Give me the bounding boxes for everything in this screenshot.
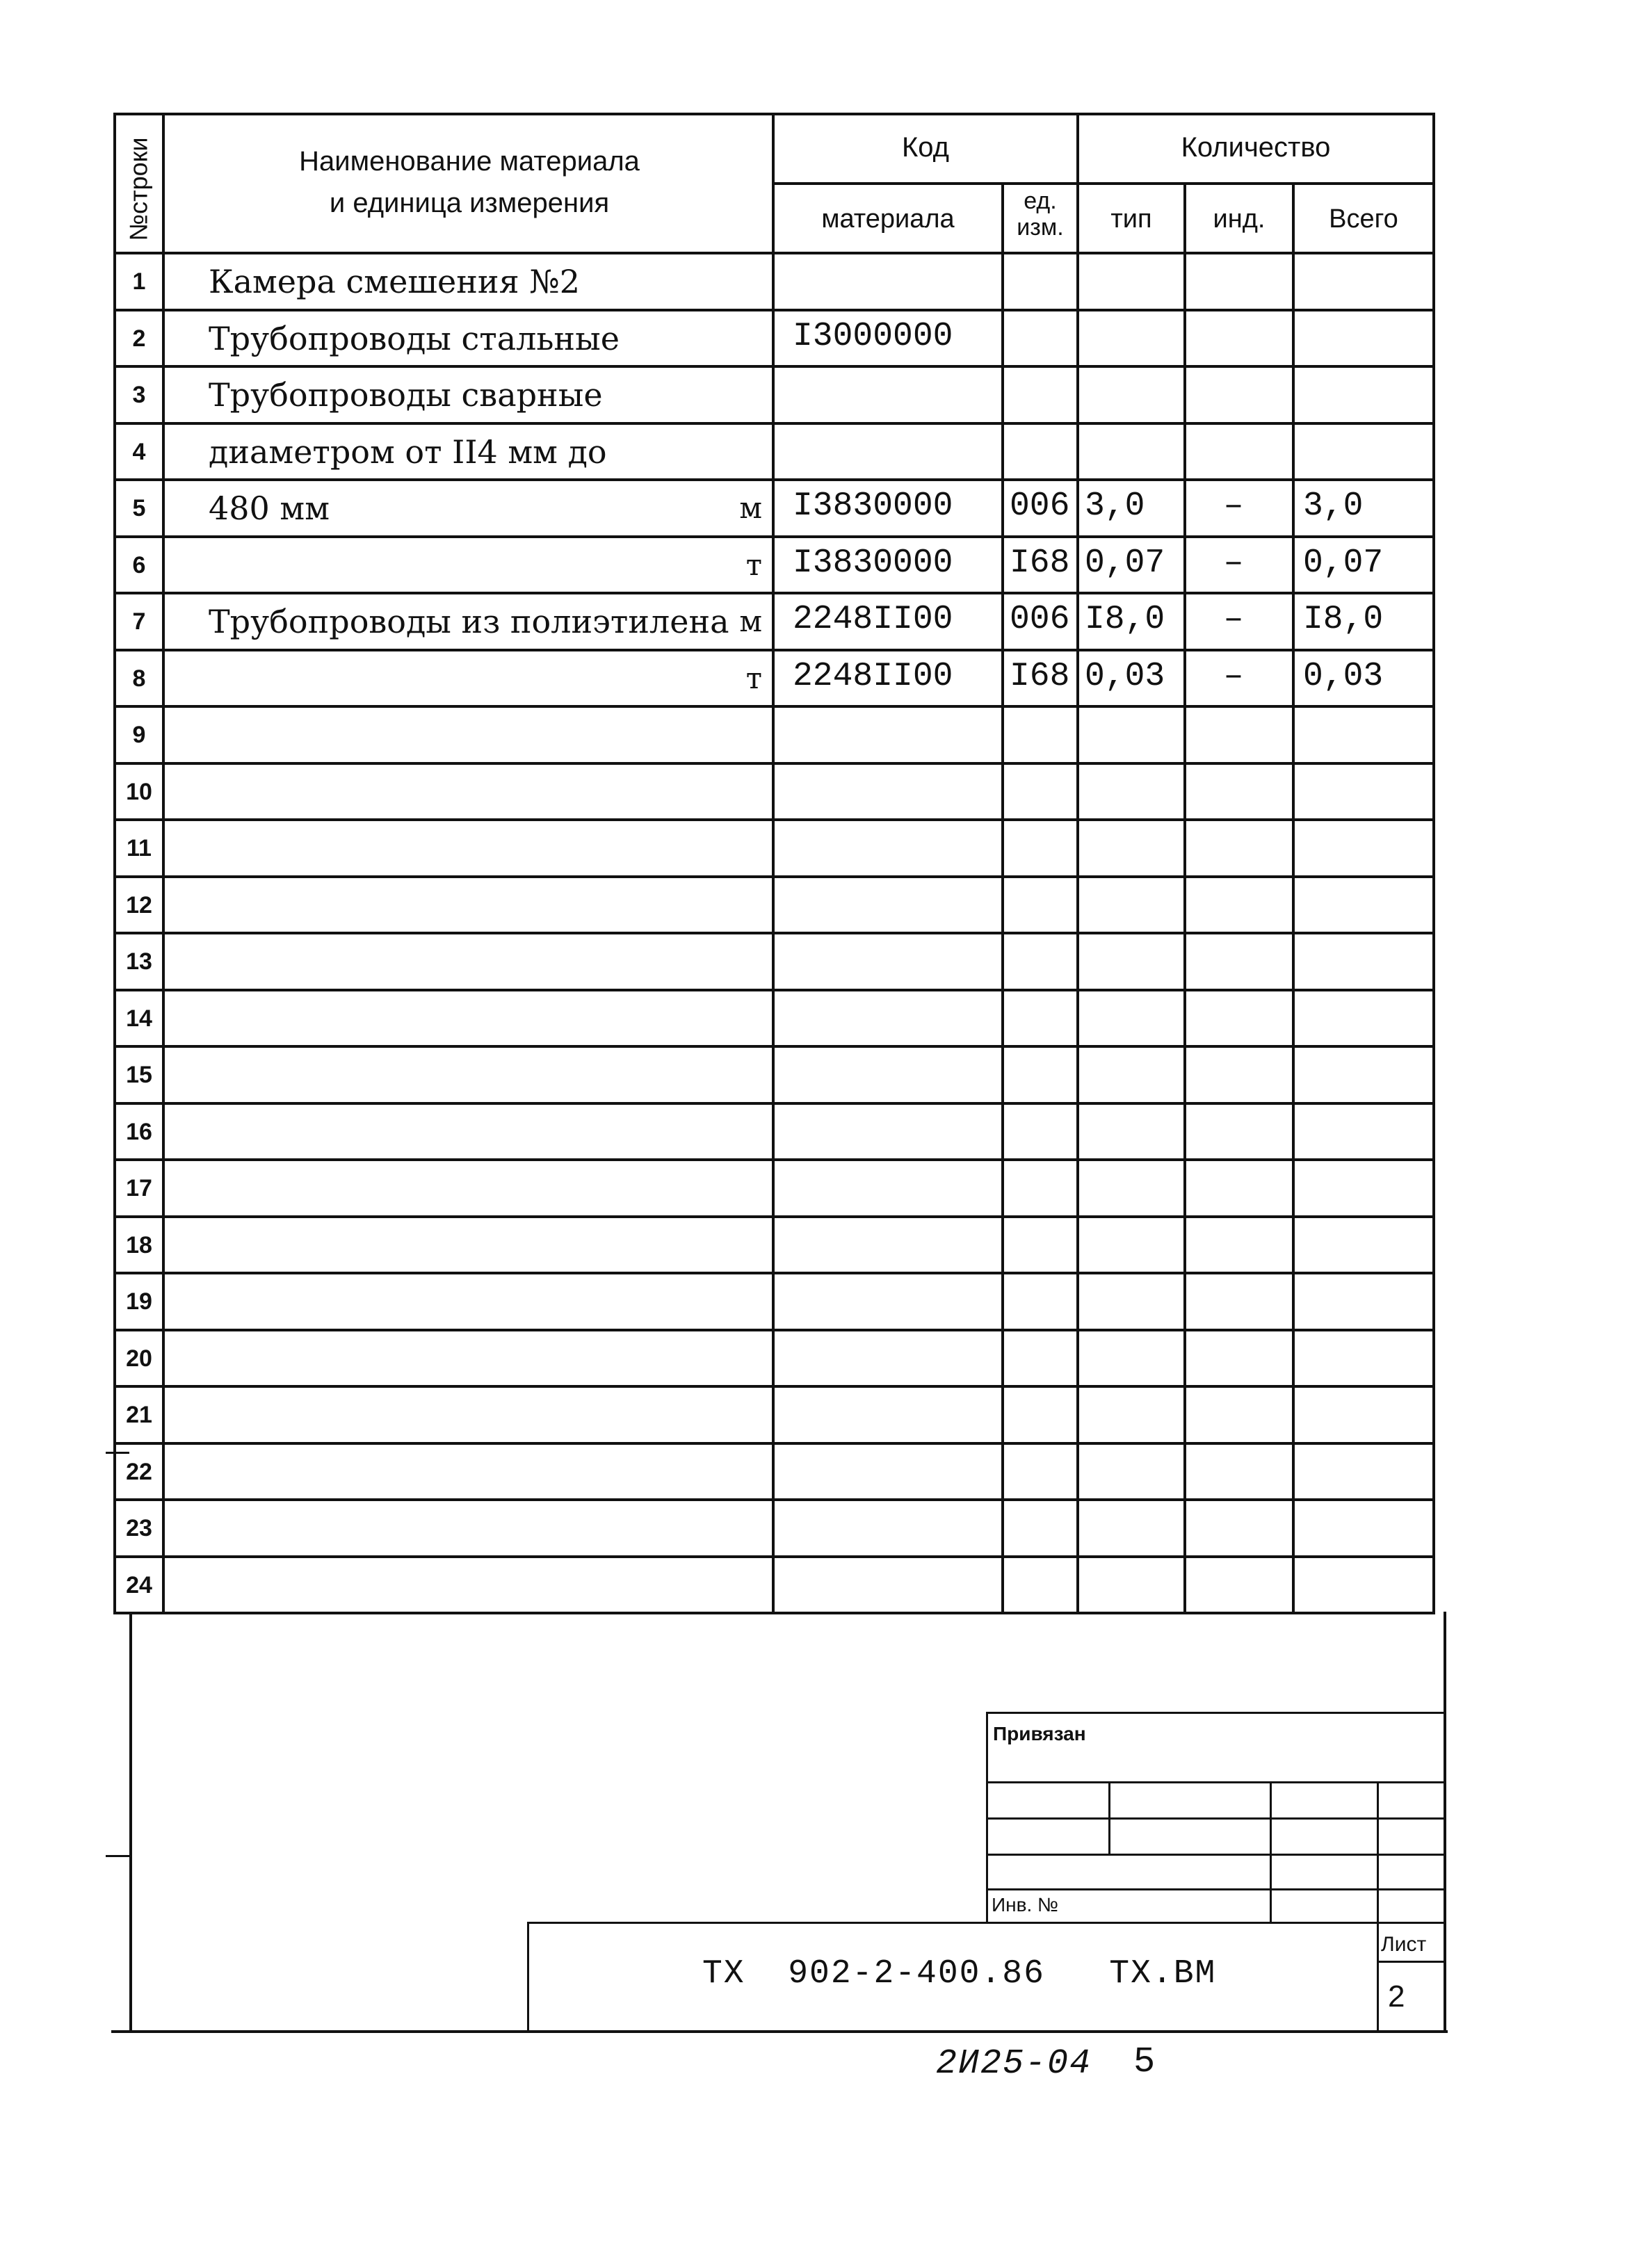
row-number: 10 <box>126 779 152 805</box>
total-qty: I8,0 <box>1303 601 1384 638</box>
unit-letter: м <box>739 491 762 525</box>
table-bottom-border <box>113 1612 1434 1614</box>
ind-qty: – <box>1223 544 1244 582</box>
margin-tick-2 <box>106 1855 129 1857</box>
total-qty: 3,0 <box>1303 487 1364 525</box>
material-code: I3830000 <box>793 487 953 525</box>
type-col-divider <box>1183 182 1186 1614</box>
row-divider <box>113 875 1434 878</box>
row-divider <box>113 1442 1434 1445</box>
row-divider <box>113 1272 1434 1274</box>
type-header: тип <box>1110 204 1152 234</box>
row-number: 2 <box>132 325 146 352</box>
unit-code: I68 <box>1010 658 1070 695</box>
ind-qty: – <box>1223 658 1244 695</box>
ind-col-divider <box>1292 182 1295 1614</box>
row-divider <box>113 818 1434 821</box>
unit-code: 006 <box>1010 487 1070 525</box>
total-qty: 0,07 <box>1303 544 1384 582</box>
frame-bottom-line <box>111 2030 1448 2033</box>
type-qty: 0,03 <box>1085 658 1165 695</box>
row-divider <box>113 649 1434 651</box>
code-col-divider <box>1001 182 1004 1614</box>
ind-qty: – <box>1223 487 1244 525</box>
row-number: 11 <box>127 835 152 861</box>
row-number: 19 <box>126 1288 152 1315</box>
row-number: 13 <box>126 948 152 975</box>
type-qty: 3,0 <box>1085 487 1145 525</box>
unit-code: I68 <box>1010 544 1070 582</box>
row-divider <box>113 1555 1434 1558</box>
linked-grid-line-3 <box>986 1854 1445 1856</box>
row-divider <box>113 309 1434 311</box>
row-number: 21 <box>126 1402 152 1428</box>
unit-letter: т <box>745 548 762 582</box>
row-divider <box>113 932 1434 934</box>
row-number: 16 <box>126 1119 152 1145</box>
row-number: 8 <box>132 665 146 692</box>
total-header: Всего <box>1329 204 1398 234</box>
row-number: 5 <box>132 495 146 521</box>
ind-qty: – <box>1223 601 1244 638</box>
linked-grid-line-4 <box>986 1888 1445 1890</box>
linked-grid-line-2 <box>986 1817 1445 1820</box>
header-sub-divider <box>772 182 1434 185</box>
sheet-number: 2 <box>1388 1979 1405 2014</box>
row-number: 9 <box>132 722 146 748</box>
sheet-box-divider <box>1377 1961 1444 1963</box>
row-number: 20 <box>126 1345 152 1372</box>
name-header-line2: и единица измерения <box>329 188 610 218</box>
linked-grid-col-1 <box>1108 1781 1110 1855</box>
row-number: 18 <box>126 1232 152 1258</box>
type-qty: 0,07 <box>1085 544 1165 582</box>
quantity-header: Количество <box>1181 132 1331 163</box>
linked-grid-line-1 <box>986 1781 1445 1783</box>
total-qty: 0,03 <box>1303 658 1384 695</box>
row-divider <box>113 1329 1434 1331</box>
row-number: 1 <box>132 268 146 295</box>
material-name: Трубопроводы сварные <box>209 376 603 414</box>
linked-block-top <box>986 1712 1445 1714</box>
unit-code: 006 <box>1010 601 1070 638</box>
inventory-number-label: Инв. № <box>992 1894 1059 1915</box>
unit-col-divider <box>1076 113 1079 1614</box>
type-qty: I8,0 <box>1085 601 1165 638</box>
material-code: 2248II00 <box>793 601 953 638</box>
row-number: 3 <box>132 382 146 408</box>
sheet-box-left <box>1377 1922 1379 2032</box>
row-divider <box>113 989 1434 991</box>
unit-header-line1: ед. <box>1024 188 1057 214</box>
row-divider <box>113 1215 1434 1218</box>
doc-block-left <box>527 1922 529 2032</box>
frame-left-line <box>129 1612 132 2033</box>
ind-header: инд. <box>1213 204 1266 234</box>
row-divider <box>113 365 1434 368</box>
material-name: диаметром от II4 мм до <box>209 433 607 471</box>
table-right-border <box>1432 113 1435 1614</box>
material-name: Трубопроводы стальные <box>209 320 620 357</box>
row-number: 24 <box>126 1572 152 1598</box>
archive-number: 2И25-04 <box>936 2044 1092 2084</box>
row-number: 4 <box>132 439 146 465</box>
material-code: I3000000 <box>793 318 953 355</box>
unit-header-line2: изм. <box>1017 214 1064 241</box>
row-number: 15 <box>126 1062 152 1088</box>
row-number: 6 <box>132 552 146 578</box>
document-code: ТХ 902-2-400.86 ТХ.ВМ <box>702 1955 1217 1993</box>
code-header: Код <box>901 132 949 163</box>
row-number: 22 <box>126 1459 152 1485</box>
material-name: Трубопроводы из полиэтилена <box>209 603 729 640</box>
row-divider <box>113 1045 1434 1048</box>
row-divider <box>113 705 1434 708</box>
row-number: 17 <box>126 1175 152 1201</box>
row-divider <box>113 762 1434 765</box>
name-header-line1: Наименование материала <box>299 146 640 177</box>
name-col-divider <box>772 113 775 1614</box>
linked-grid-col-2 <box>1270 1781 1272 1922</box>
row-divider <box>113 1498 1434 1501</box>
row-number: 7 <box>132 608 146 635</box>
linked-grid-col-3 <box>1377 1781 1379 1922</box>
row-number-header: №строки <box>124 137 153 241</box>
row-divider <box>113 592 1434 594</box>
page-number: 5 <box>1133 2041 1157 2082</box>
frame-right-line <box>1444 1612 1446 2033</box>
unit-letter: т <box>745 661 762 695</box>
row-divider <box>113 1102 1434 1105</box>
unit-letter: м <box>739 604 762 638</box>
row-divider <box>113 478 1434 481</box>
linked-label: Привязан <box>993 1723 1086 1744</box>
row-divider <box>113 1158 1434 1161</box>
row-number: 23 <box>126 1515 152 1541</box>
material-name: Камера смешения №2 <box>209 263 581 300</box>
row-number: 12 <box>126 892 152 918</box>
material-code: 2248II00 <box>793 658 953 695</box>
row-divider <box>113 1385 1434 1388</box>
margin-tick-1 <box>106 1452 129 1454</box>
row-number: 14 <box>126 1005 152 1032</box>
material-code-header: материала <box>821 204 955 234</box>
material-code: I3830000 <box>793 544 953 582</box>
row-divider <box>113 422 1434 425</box>
material-name: 480 мм <box>209 489 330 527</box>
doc-block-top <box>527 1922 1445 1924</box>
row-divider <box>113 535 1434 538</box>
sheet-label: Лист <box>1381 1933 1427 1956</box>
